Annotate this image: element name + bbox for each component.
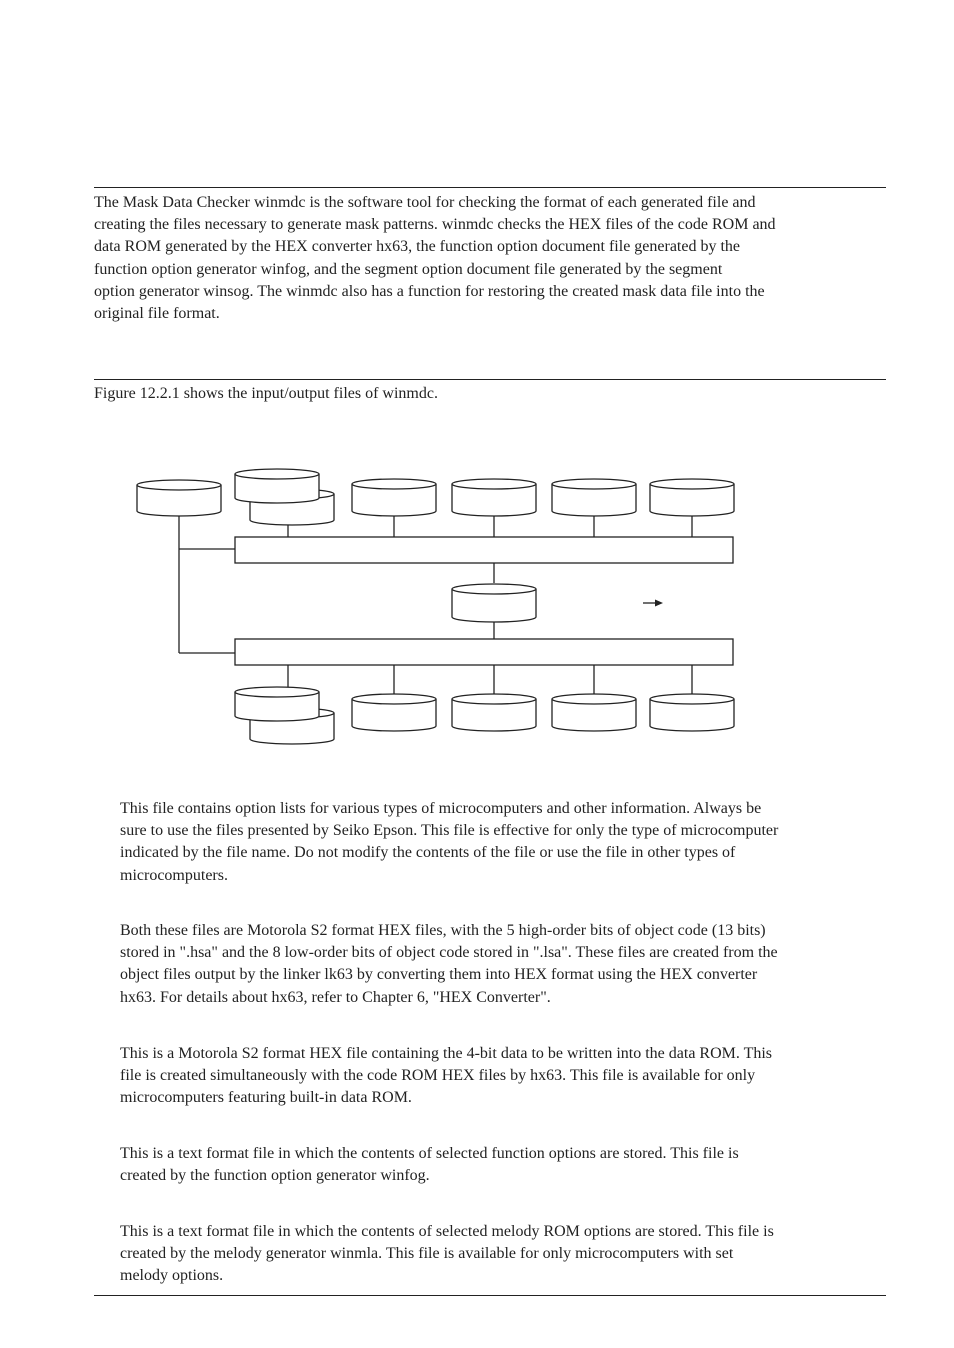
description-function-option-document: This is a text format file in which the contents of selected function options are stored. This file is created by the function option generator winfog. [120,1145,739,1185]
file-cylinder-icon [650,694,734,731]
file-cylinder-icon [552,479,636,516]
arrow-right-icon [643,600,663,607]
mask-data-file-icon [452,584,536,622]
figure-reference: Figure 12.2.1 shows the input/output files of winmdc. [94,385,438,402]
file-cylinder-icon [452,694,536,731]
file-cylinder-icon [452,479,536,516]
file-cylinder-icon [650,479,734,516]
intro-paragraph: The Mask Data Checker winmdc is the software tool for checking the format of each generated file and creating the files necessary to generate mask patterns. winmdc checks the HEX files of the code ROM and data ROM generated by the HEX converter hx63, the function option document file generated by the function option generator winfog, and the segment option document file generated by the segment option generator winsog. The winmdc also has a function for restoring the created mask data file into the original file format. [94,194,776,323]
file-cylinder-icon [137,480,221,516]
file-stack-icon [235,687,334,744]
winmdc-process-bar-bottom [235,639,733,665]
description-data-rom-hex: This is a Motorola S2 format HEX file containing the 4-bit data to be written into the data ROM. This file is created simultaneously with the code ROM HEX files by hx63. This file is available for only microcomputers featuring built-in data ROM. [120,1045,773,1107]
file-stack-icon [235,469,334,525]
description-melody-option-document: This is a text format file in which the contents of selected melody ROM options are stored. This file is created by the melody generator winmla. This file is available for only microcomputers with set melody options. [120,1223,774,1285]
description-function-option-list: This file contains option lists for various types of microcomputers and other information. Always be sure to use the files presented by Seiko Epson. This file is effective for only the type of microcomputer indicated by the file name. Do not modify the contents of the file or use the file in other types of microcomputers. [120,800,779,884]
file-cylinder-icon [352,694,436,731]
description-code-rom-hex: Both these files are Motorola S2 format HEX files, with the 5 high-order bits of object code (13 bits) stored in ".hsa" and the 8 low-order bits of object code stored in ".lsa". These files are created from the object files output by the linker lk63 by converting them into HEX format using the HEX converter hx63. For details about hx63, refer to Chapter 6, "HEX Converter". [120,922,778,1006]
winmdc-process-bar-top [235,537,733,563]
file-cylinder-icon [352,479,436,516]
file-cylinder-icon [552,694,636,731]
page-footer-rule [94,1295,886,1296]
